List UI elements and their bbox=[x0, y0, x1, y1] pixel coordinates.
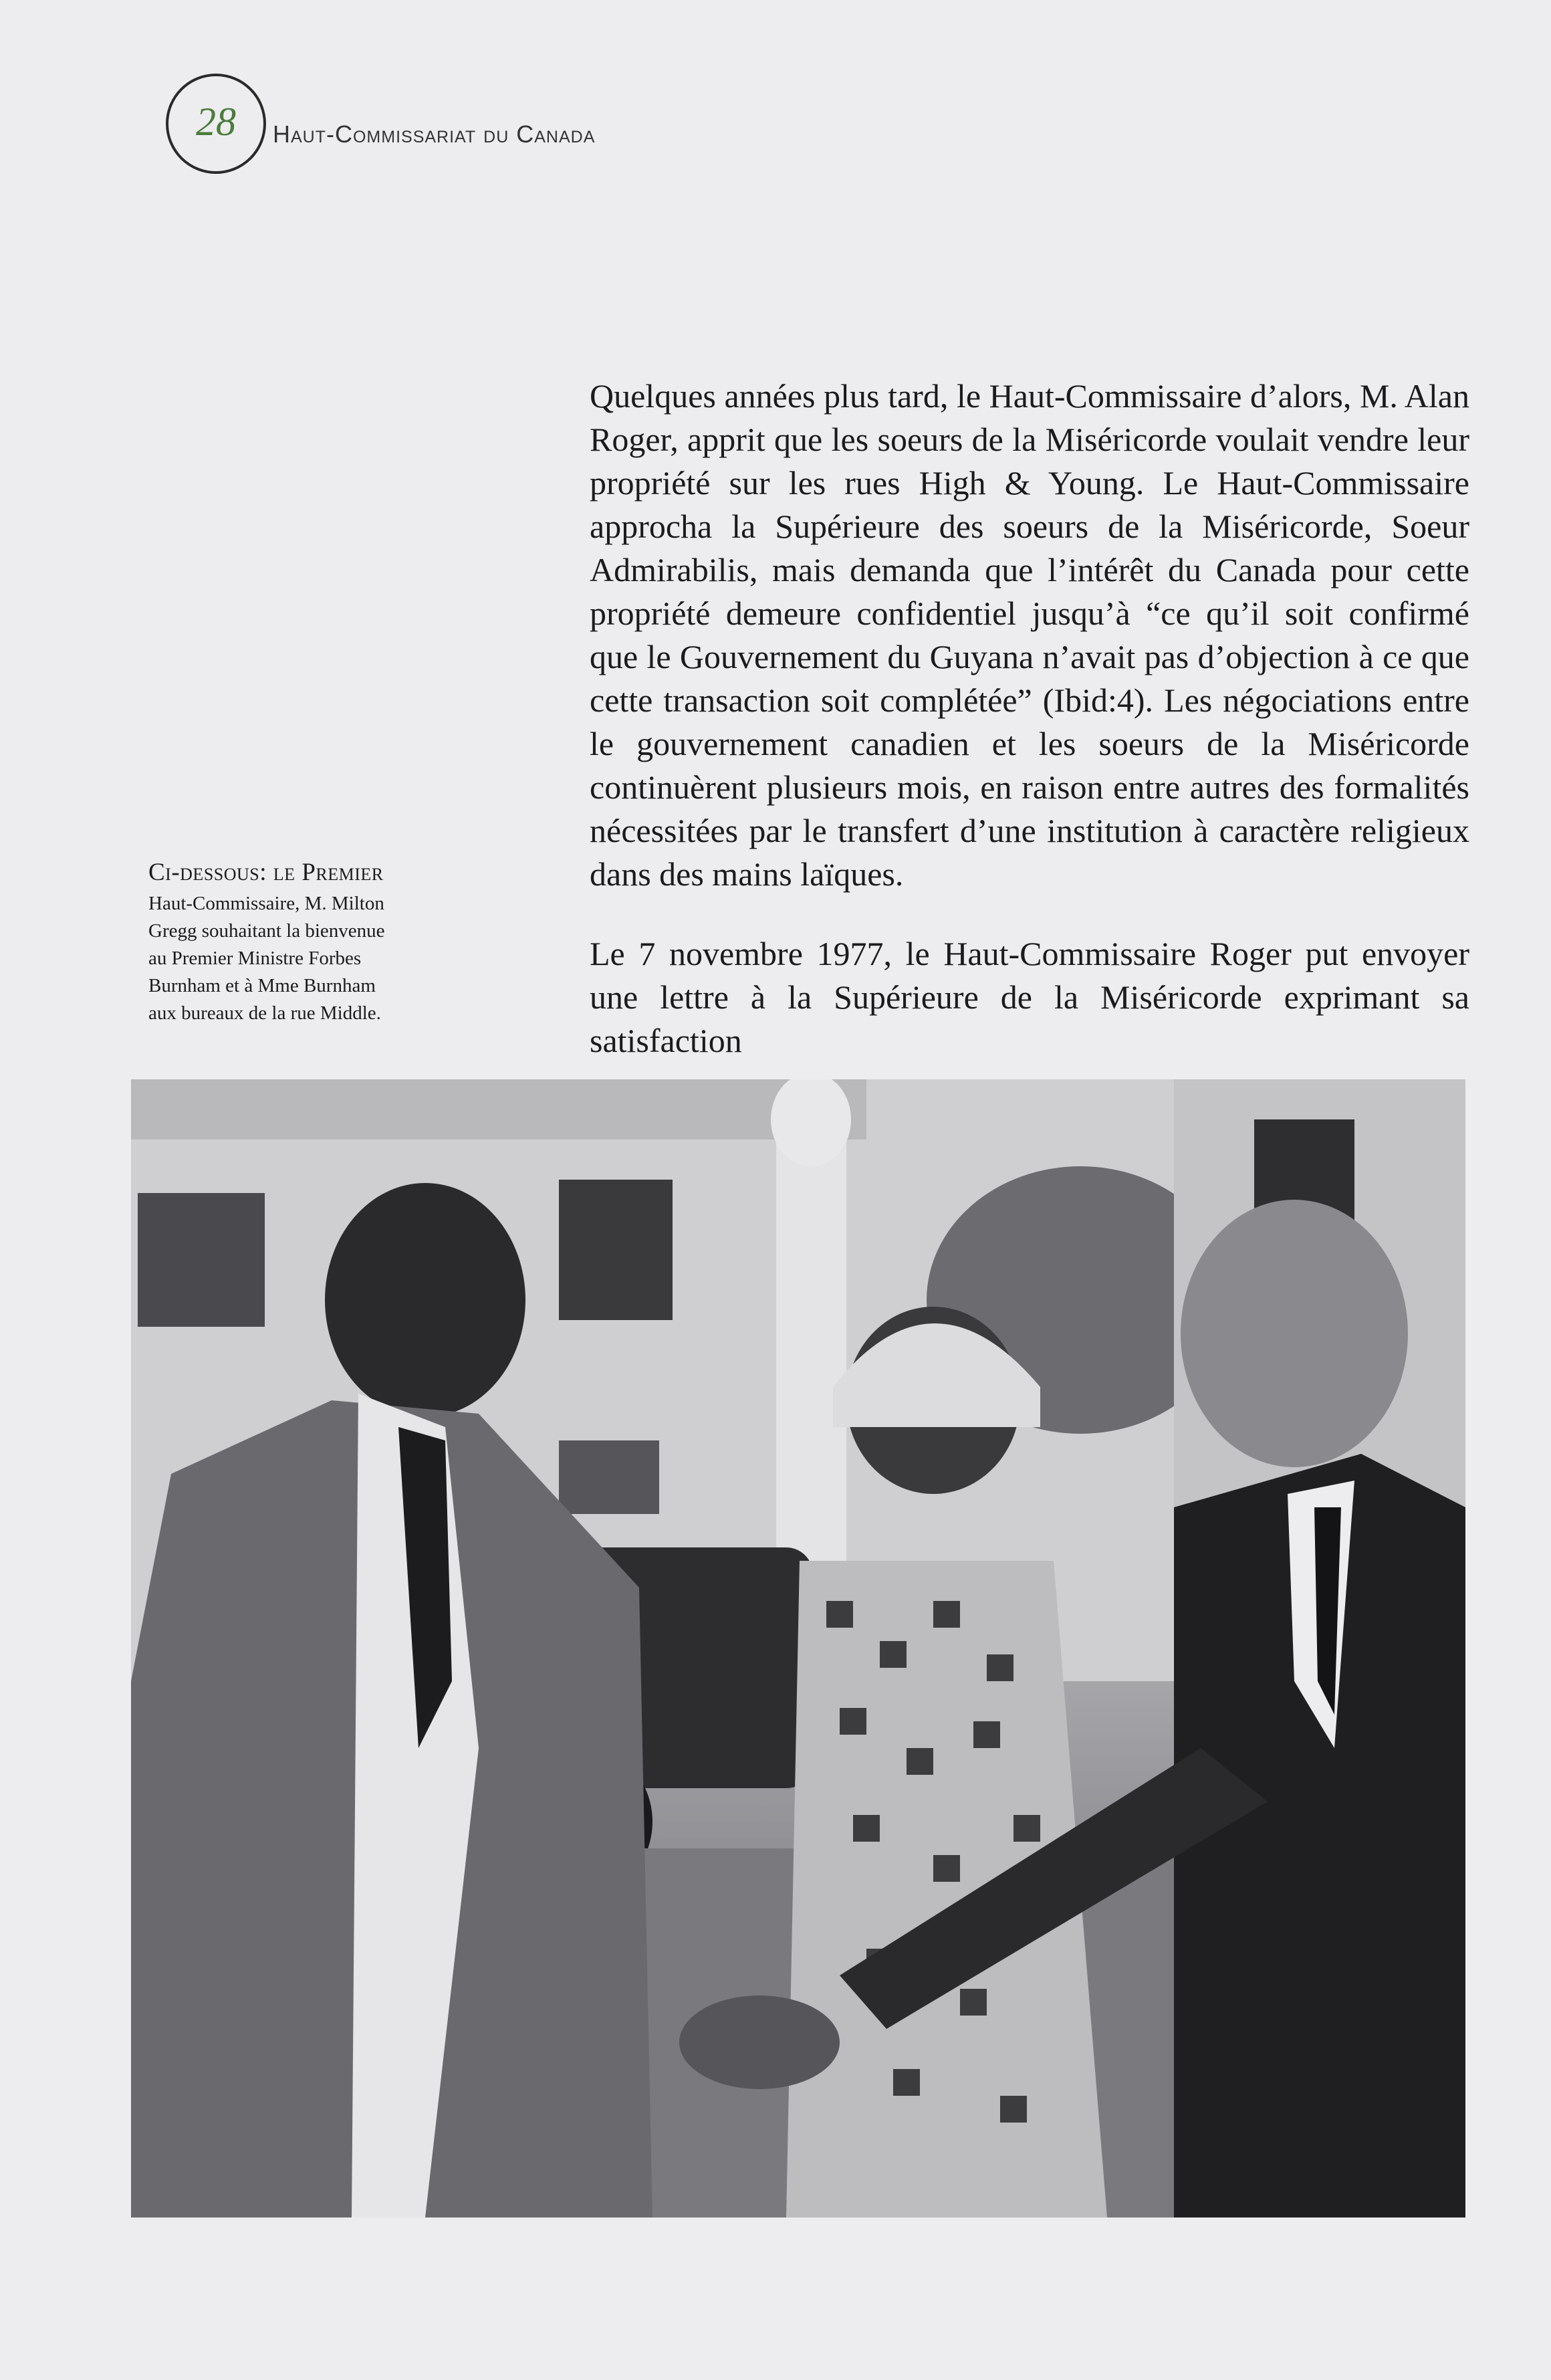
body-text bbox=[590, 374, 1469, 1063]
historical-photograph bbox=[131, 1079, 1465, 2217]
running-title: Haut-Commissariat du Canada bbox=[273, 120, 596, 148]
photo-caption bbox=[148, 858, 429, 1027]
photograph-illustration bbox=[131, 1079, 1465, 2217]
caption-line: aux bureaux de la rue Middle. bbox=[148, 1002, 381, 1024]
caption-line: Burnham et à Mme Burnham bbox=[148, 975, 376, 996]
body-paragraph: Le 7 novembre 1977, le Haut-Commissaire Roger put envoyer une lettre à la Supérieure de la Miséricorde exprimant sa satisfaction bbox=[590, 935, 1469, 1059]
body-paragraph: Quelques années plus tard, le Haut-Commissaire d’alors, M. Alan Roger, apprit que les soeurs de la Miséricorde voulait vendre leur propriété sur les rues High & Young. Le Haut-Commissaire approcha la Supérieure des soeurs de la Miséricorde, Soeur Admirabilis, mais demanda que l’intérêt du Canada pour cette propriété demeure confidentiel jusqu’à “ce qu’il soit confirmé que le Gouvernement du Guyana n’avait pas d’objection à ce que cette transaction soit complétée” (Ibid:4). Les négociations entre le gouvernement canadien et les soeurs de la Miséricorde continuèrent plusieurs mois, en raison entre autres des formalités nécessitées par le transfert d’une institution à caractère religieux dans des mains laïques. bbox=[590, 377, 1469, 893]
caption-body bbox=[148, 890, 429, 1027]
caption-heading: Ci-dessous: le Premier bbox=[148, 859, 384, 886]
caption-line: au Premier Ministre Forbes bbox=[148, 948, 362, 969]
page-number-badge bbox=[166, 74, 266, 174]
caption-line: Gregg souhaitant la bienvenue bbox=[148, 920, 385, 942]
page-number: 28 bbox=[196, 100, 236, 144]
caption-line: Haut-Commissaire, M. Milton bbox=[148, 893, 384, 914]
